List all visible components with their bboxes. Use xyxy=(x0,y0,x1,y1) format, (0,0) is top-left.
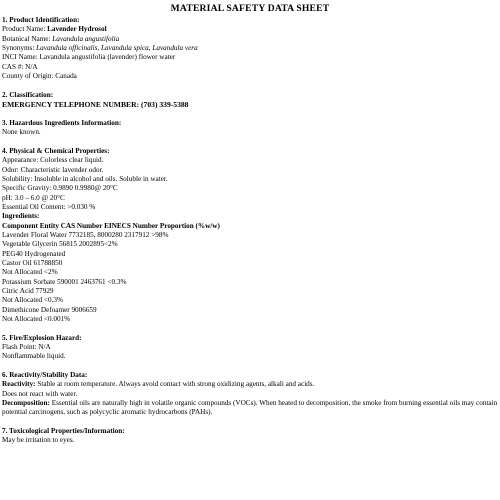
synonyms-row xyxy=(2,44,498,53)
section-7-heading: 7. Toxicological Properties/Information: xyxy=(2,427,125,436)
reactivity-row xyxy=(2,380,498,389)
ingredient-line: Vegetable Glycerin 56815 2002895<2% xyxy=(2,240,118,249)
ingredient-line: Not Allocated <0.3% xyxy=(2,296,63,305)
product-name-label: Product Name: xyxy=(2,25,46,34)
spacer xyxy=(2,81,498,90)
ingredients-heading: Ingredients: xyxy=(2,212,40,221)
appearance: Appearance: Colorless clear liquid. xyxy=(2,156,104,165)
spacer xyxy=(2,109,498,118)
solubility: Solubility: Insoluble in alcohol and oils. Soluble in water. xyxy=(2,174,168,183)
ph-value: pH: 3.0 – 6.0 @ 20°C xyxy=(2,193,65,202)
product-name-row xyxy=(2,25,498,34)
essential-oil-content: Essential Oil Content: >0.030 % xyxy=(2,202,96,211)
decomposition-label: Decomposition: xyxy=(2,399,50,408)
ingredient-line: Not Allocated <2% xyxy=(2,268,58,277)
specific-gravity: Specific Gravity: 0.9890 0.9980@ 20°C xyxy=(2,184,118,193)
reactivity-text: Stable at room temperature. Always avoid contact with strong oxidizing agents, alkali and acids. xyxy=(35,380,315,389)
odor: Odor: Characteristic lavender odor. xyxy=(2,165,104,174)
spacer xyxy=(2,137,498,146)
decomposition-row xyxy=(2,399,498,408)
inci-name: INCI Name: Lavandula angustifolia (lavender) flower water xyxy=(2,53,176,62)
reactivity-label: Reactivity: xyxy=(2,380,36,389)
section-2-heading: 2. Classification: xyxy=(2,90,54,99)
ingredient-line: Dimethicone Defoamer 9006659 xyxy=(2,305,97,314)
document-title: MATERIAL SAFETY DATA SHEET xyxy=(170,3,330,14)
country-of-origin: County of Origin: Canada xyxy=(2,72,77,81)
ingredient-line: Potassium Sorbate 590001 2463761 <0.3% xyxy=(2,277,127,286)
spacer xyxy=(2,362,498,371)
section-3-heading: 3. Hazardous Ingredients Information: xyxy=(2,118,122,127)
ingredients-columns: Component Entity CAS Number EINECS Number Proportion (%w/w) xyxy=(2,221,220,230)
section-4-heading: 4. Physical & Chemical Properties: xyxy=(2,146,110,155)
ingredient-line: PEG40 Hydrogenated xyxy=(2,249,66,258)
section-6-heading: 6. Reactivity/Stability Data: xyxy=(2,371,88,380)
spacer xyxy=(2,324,498,333)
ingredient-line: Lavender Floral Water 7732185, 8000280 2317912 >98% xyxy=(2,230,169,239)
ingredient-line: Not Allocated <0.001% xyxy=(2,315,71,323)
emergency-telephone: EMERGENCY TELEPHONE NUMBER: (703) 339-5388 xyxy=(2,100,189,110)
hazardous-ingredients-text: None known. xyxy=(2,128,41,137)
synonyms-label: Synonyms: xyxy=(2,44,35,53)
ingredient-line: Castor Oil 61788850 xyxy=(2,258,63,267)
flammability: Nonflammable liquid. xyxy=(2,352,66,361)
decomposition-text: Essential oils are naturally high in volatile organic compounds (VOCs). When heated to decomposition, the smoke from burning essential oils may contain xyxy=(49,399,498,408)
section-5-heading: 5. Fire/Explosion Hazard: xyxy=(2,333,82,342)
water-reactivity: Does not react with water. xyxy=(2,389,78,398)
toxicology-text: May be irritation to eyes. xyxy=(2,436,75,445)
decomposition-continued: potential carcinogens, such as polycyclic aromatic hydrocarbons (PAHs). xyxy=(2,408,213,417)
spacer xyxy=(2,418,498,427)
section-1-heading: 1. Product Identification: xyxy=(2,16,80,24)
botanical-name-value: Lavandula angustifolia xyxy=(52,34,120,43)
synonyms-value: Lavandula officinalis, Lavandula spica, Lavandula vera xyxy=(36,44,198,53)
flash-point: Flash Point: N/A xyxy=(2,343,51,352)
cas-number: CAS #: N/A xyxy=(2,62,38,71)
botanical-name-label: Botanical Name: xyxy=(2,34,51,43)
botanical-name-row xyxy=(2,35,498,44)
ingredient-line: Citric Acid 77929 xyxy=(2,286,54,295)
product-name-value: Lavender Hydrosol xyxy=(47,25,107,34)
